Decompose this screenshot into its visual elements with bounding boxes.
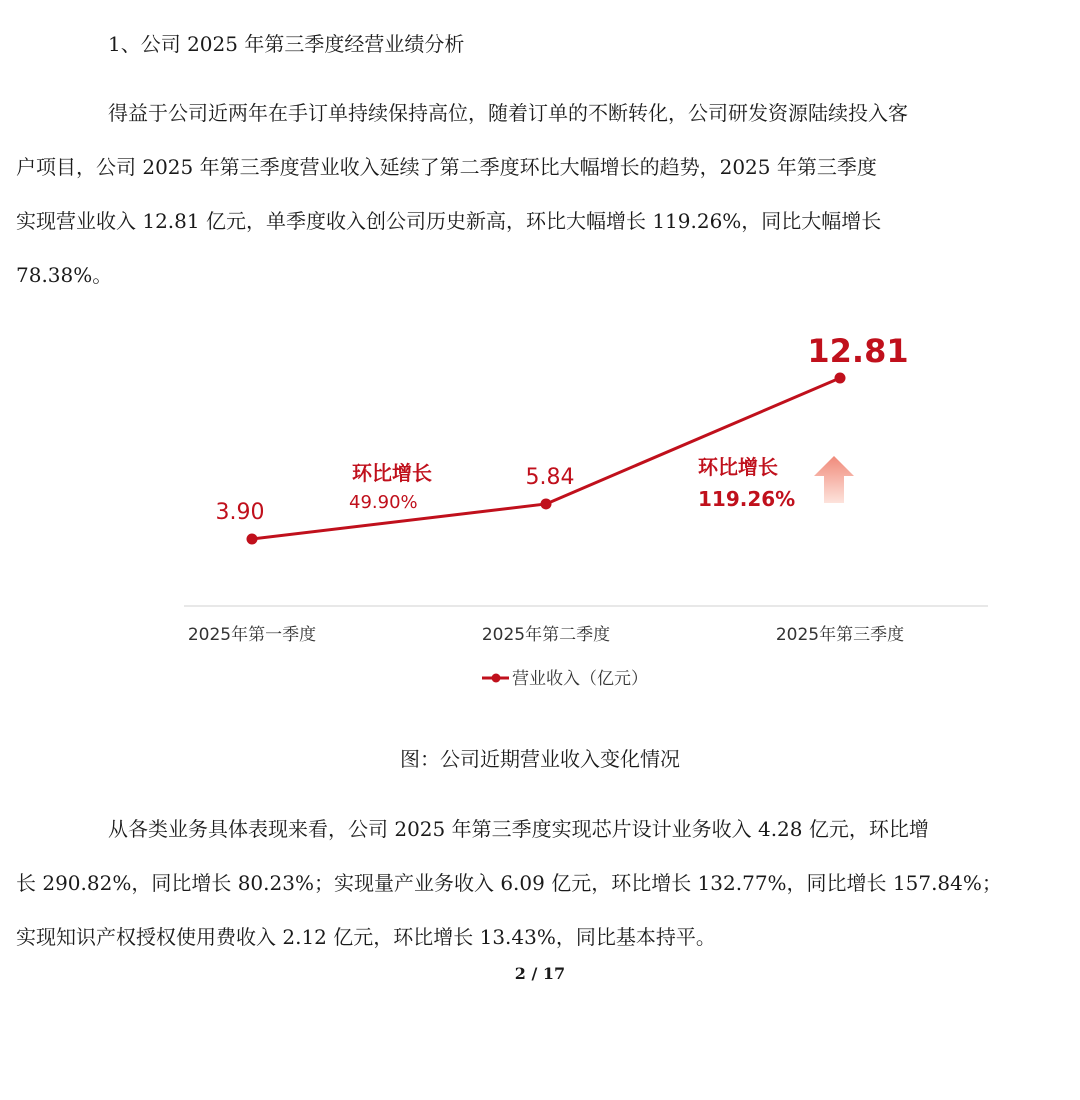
x-tick-label: 2025年第一季度 — [187, 625, 317, 645]
data-point — [541, 498, 552, 509]
paragraph-business-breakdown — [16, 802, 1030, 964]
x-tick-label: 2025年第二季度 — [481, 625, 611, 645]
paragraph-revenue-summary — [16, 86, 1030, 302]
paragraph-line: 长 290.82%，同比增长 80.23%；实现量产业务收入 6.09 亿元，环比增长 132.77%，同比增长 157.84%； — [16, 871, 1002, 895]
annotation-label: 环比增长 — [698, 455, 778, 479]
up-arrow-icon — [814, 456, 854, 503]
paragraph-line: 户项目，公司 2025 年第三季度营业收入延续了第二季度环比大幅增长的趋势，2025 年第三季度 — [16, 155, 877, 179]
data-label: 12.81 — [807, 332, 909, 370]
section-heading: 1、公司 2025 年第三季度经营业绩分析 — [108, 32, 465, 56]
x-tick-label: 2025年第三季度 — [775, 625, 905, 645]
annotation-value: 119.26% — [698, 487, 796, 511]
legend-marker — [492, 674, 501, 683]
data-point — [247, 534, 258, 545]
data-label: 3.90 — [215, 500, 265, 525]
paragraph-line: 得益于公司近两年在手订单持续保持高位，随着订单的不断转化，公司研发资源陆续投入客 — [108, 101, 908, 125]
data-point — [835, 373, 846, 384]
paragraph-line: 实现营业收入 12.81 亿元，单季度收入创公司历史新高，环比大幅增长 119.26%，同比大幅增长 — [16, 209, 882, 233]
data-label: 5.84 — [525, 464, 575, 490]
revenue-line-chart — [160, 330, 1020, 700]
annotation-label: 环比增长 — [352, 461, 432, 485]
paragraph-line: 实现知识产权授权使用费收入 2.12 亿元，环比增长 13.43%，同比基本持平。 — [16, 925, 716, 949]
legend-label: 营业收入（亿元） — [512, 669, 648, 689]
paragraph-line: 78.38%。 — [16, 263, 113, 287]
annotation-value: 49.90% — [349, 492, 418, 513]
page-number: 2 / 17 — [514, 964, 566, 983]
figure-caption: 图：公司近期营业收入变化情况 — [400, 747, 680, 771]
paragraph-line: 从各类业务具体表现来看，公司 2025 年第三季度实现芯片设计业务收入 4.28 亿元，环比增 — [108, 817, 929, 841]
